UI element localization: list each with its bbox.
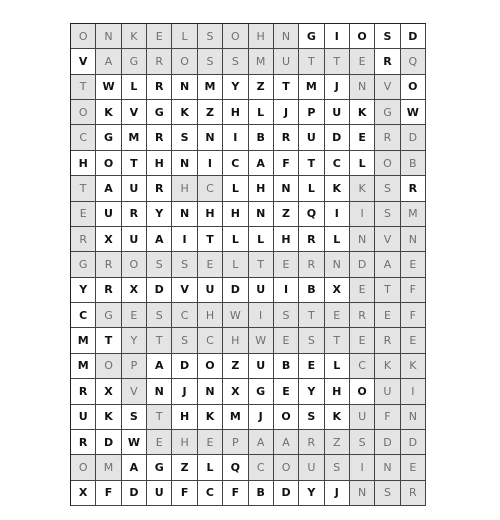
grid-cell[interactable]: K: [122, 24, 147, 49]
grid-cell[interactable]: E: [401, 328, 426, 353]
grid-cell[interactable]: W: [249, 328, 274, 353]
grid-cell[interactable]: L: [223, 227, 248, 252]
grid-cell[interactable]: L: [172, 24, 197, 49]
grid-cell[interactable]: D: [274, 481, 299, 506]
grid-cell[interactable]: A: [147, 354, 172, 379]
grid-cell[interactable]: D: [122, 481, 147, 506]
grid-cell[interactable]: D: [401, 430, 426, 455]
grid-cell[interactable]: R: [71, 227, 96, 252]
grid-cell[interactable]: P: [223, 430, 248, 455]
grid-cell[interactable]: X: [96, 227, 121, 252]
grid-cell[interactable]: B: [299, 278, 324, 303]
grid-cell[interactable]: E: [350, 125, 375, 150]
grid-cell[interactable]: N: [375, 455, 400, 480]
grid-cell[interactable]: Z: [274, 202, 299, 227]
grid-cell[interactable]: D: [147, 278, 172, 303]
grid-cell[interactable]: W: [96, 75, 121, 100]
grid-cell[interactable]: W: [223, 303, 248, 328]
grid-cell[interactable]: H: [198, 303, 223, 328]
grid-cell[interactable]: R: [147, 49, 172, 74]
grid-cell[interactable]: E: [350, 328, 375, 353]
grid-cell[interactable]: L: [223, 176, 248, 201]
grid-cell[interactable]: T: [96, 328, 121, 353]
grid-cell[interactable]: G: [96, 303, 121, 328]
grid-cell[interactable]: K: [375, 354, 400, 379]
grid-cell[interactable]: E: [122, 303, 147, 328]
grid-cell[interactable]: O: [223, 24, 248, 49]
grid-cell[interactable]: L: [299, 176, 324, 201]
grid-cell[interactable]: G: [96, 125, 121, 150]
grid-cell[interactable]: Q: [401, 49, 426, 74]
grid-cell[interactable]: E: [350, 49, 375, 74]
grid-cell[interactable]: U: [249, 278, 274, 303]
grid-cell[interactable]: G: [147, 100, 172, 125]
grid-cell[interactable]: M: [401, 202, 426, 227]
grid-cell[interactable]: C: [71, 125, 96, 150]
grid-cell[interactable]: Y: [71, 278, 96, 303]
grid-cell[interactable]: Y: [147, 202, 172, 227]
grid-cell[interactable]: N: [172, 75, 197, 100]
grid-cell[interactable]: A: [147, 227, 172, 252]
grid-cell[interactable]: E: [325, 303, 350, 328]
grid-cell[interactable]: R: [147, 176, 172, 201]
grid-cell[interactable]: I: [325, 24, 350, 49]
grid-cell[interactable]: H: [147, 151, 172, 176]
grid-cell[interactable]: L: [325, 354, 350, 379]
grid-cell[interactable]: B: [249, 481, 274, 506]
grid-cell[interactable]: T: [299, 151, 324, 176]
grid-cell[interactable]: V: [375, 227, 400, 252]
grid-cell[interactable]: R: [375, 125, 400, 150]
grid-cell[interactable]: U: [325, 100, 350, 125]
grid-cell[interactable]: A: [249, 430, 274, 455]
grid-cell[interactable]: B: [274, 354, 299, 379]
grid-cell[interactable]: C: [350, 354, 375, 379]
grid-cell[interactable]: L: [325, 227, 350, 252]
grid-cell[interactable]: J: [325, 75, 350, 100]
grid-cell[interactable]: C: [198, 176, 223, 201]
grid-cell[interactable]: E: [401, 455, 426, 480]
grid-cell[interactable]: J: [172, 379, 197, 404]
grid-cell[interactable]: S: [325, 455, 350, 480]
grid-cell[interactable]: G: [375, 100, 400, 125]
grid-cell[interactable]: R: [299, 227, 324, 252]
grid-cell[interactable]: R: [299, 252, 324, 277]
grid-cell[interactable]: S: [198, 24, 223, 49]
grid-cell[interactable]: T: [147, 405, 172, 430]
grid-cell[interactable]: U: [299, 455, 324, 480]
word-search-grid: [70, 23, 426, 506]
grid-cell[interactable]: N: [249, 202, 274, 227]
grid-cell[interactable]: X: [71, 481, 96, 506]
grid-cell[interactable]: B: [401, 151, 426, 176]
grid-cell[interactable]: N: [350, 75, 375, 100]
grid-cell[interactable]: N: [198, 379, 223, 404]
grid-cell[interactable]: N: [274, 24, 299, 49]
grid-cell[interactable]: F: [172, 481, 197, 506]
grid-cell[interactable]: T: [198, 227, 223, 252]
grid-cell[interactable]: N: [96, 24, 121, 49]
grid-cell[interactable]: T: [325, 49, 350, 74]
grid-cell[interactable]: O: [96, 151, 121, 176]
grid-cell[interactable]: D: [172, 354, 197, 379]
grid-cell[interactable]: C: [172, 303, 197, 328]
grid-cell[interactable]: M: [299, 75, 324, 100]
grid-cell[interactable]: K: [350, 176, 375, 201]
grid-cell[interactable]: I: [198, 151, 223, 176]
grid-cell[interactable]: L: [122, 75, 147, 100]
grid-cell[interactable]: X: [96, 379, 121, 404]
grid-cell[interactable]: O: [71, 24, 96, 49]
grid-cell[interactable]: L: [249, 227, 274, 252]
grid-cell[interactable]: H: [223, 328, 248, 353]
grid-cell[interactable]: R: [96, 278, 121, 303]
grid-cell[interactable]: U: [274, 49, 299, 74]
grid-cell[interactable]: C: [325, 151, 350, 176]
grid-cell[interactable]: S: [198, 49, 223, 74]
grid-cell[interactable]: U: [122, 176, 147, 201]
grid-cell[interactable]: S: [172, 328, 197, 353]
grid-cell[interactable]: I: [274, 278, 299, 303]
grid-cell[interactable]: F: [96, 481, 121, 506]
grid-cell[interactable]: T: [147, 328, 172, 353]
grid-cell[interactable]: Q: [299, 202, 324, 227]
grid-cell[interactable]: V: [375, 75, 400, 100]
grid-cell[interactable]: N: [401, 405, 426, 430]
grid-cell[interactable]: W: [122, 430, 147, 455]
grid-cell[interactable]: I: [172, 227, 197, 252]
grid-cell[interactable]: O: [401, 75, 426, 100]
grid-cell[interactable]: O: [274, 405, 299, 430]
grid-cell[interactable]: D: [325, 125, 350, 150]
grid-cell[interactable]: R: [71, 430, 96, 455]
grid-cell[interactable]: S: [375, 202, 400, 227]
grid-cell[interactable]: E: [147, 24, 172, 49]
grid-cell[interactable]: A: [274, 430, 299, 455]
grid-cell[interactable]: V: [172, 278, 197, 303]
grid-cell[interactable]: D: [223, 278, 248, 303]
grid-cell[interactable]: S: [299, 405, 324, 430]
grid-cell[interactable]: W: [401, 100, 426, 125]
grid-cell[interactable]: E: [71, 202, 96, 227]
grid-cell[interactable]: Z: [172, 455, 197, 480]
grid-cell[interactable]: F: [375, 405, 400, 430]
grid-cell[interactable]: R: [401, 176, 426, 201]
grid-cell[interactable]: C: [198, 328, 223, 353]
grid-cell[interactable]: U: [350, 405, 375, 430]
grid-cell[interactable]: N: [274, 176, 299, 201]
grid-cell[interactable]: E: [274, 379, 299, 404]
grid-cell[interactable]: S: [375, 481, 400, 506]
grid-cell[interactable]: X: [122, 278, 147, 303]
grid-cell[interactable]: E: [375, 303, 400, 328]
grid-cell[interactable]: J: [325, 481, 350, 506]
grid-cell[interactable]: G: [249, 379, 274, 404]
grid-cell[interactable]: I: [223, 125, 248, 150]
grid-cell[interactable]: T: [71, 176, 96, 201]
grid-cell[interactable]: M: [96, 455, 121, 480]
grid-cell[interactable]: C: [71, 303, 96, 328]
grid-cell[interactable]: O: [198, 354, 223, 379]
grid-cell[interactable]: T: [299, 303, 324, 328]
grid-cell[interactable]: E: [274, 252, 299, 277]
grid-cell[interactable]: A: [249, 151, 274, 176]
grid-cell[interactable]: R: [147, 125, 172, 150]
grid-cell[interactable]: J: [274, 100, 299, 125]
grid-cell[interactable]: E: [198, 252, 223, 277]
grid-cell[interactable]: S: [375, 176, 400, 201]
grid-cell[interactable]: K: [172, 100, 197, 125]
grid-cell[interactable]: F: [401, 278, 426, 303]
grid-cell[interactable]: H: [172, 405, 197, 430]
grid-cell[interactable]: I: [350, 202, 375, 227]
grid-cell[interactable]: E: [274, 328, 299, 353]
grid-cell[interactable]: E: [401, 252, 426, 277]
grid-cell[interactable]: O: [350, 379, 375, 404]
grid-cell[interactable]: H: [274, 227, 299, 252]
grid-cell[interactable]: A: [96, 176, 121, 201]
grid-cell[interactable]: N: [401, 227, 426, 252]
grid-cell[interactable]: H: [325, 379, 350, 404]
grid-cell[interactable]: T: [71, 75, 96, 100]
grid-cell[interactable]: I: [249, 303, 274, 328]
grid-cell[interactable]: C: [223, 151, 248, 176]
grid-cell[interactable]: M: [223, 405, 248, 430]
grid-cell[interactable]: G: [71, 252, 96, 277]
grid-cell[interactable]: N: [172, 151, 197, 176]
grid-cell[interactable]: T: [325, 328, 350, 353]
grid-cell[interactable]: S: [172, 252, 197, 277]
grid-cell[interactable]: K: [325, 176, 350, 201]
grid-cell[interactable]: Z: [198, 100, 223, 125]
grid-cell[interactable]: P: [122, 354, 147, 379]
grid-cell[interactable]: R: [299, 430, 324, 455]
grid-cell[interactable]: S: [223, 49, 248, 74]
grid-cell[interactable]: M: [71, 328, 96, 353]
grid-cell[interactable]: S: [147, 252, 172, 277]
grid-cell[interactable]: U: [299, 125, 324, 150]
grid-cell[interactable]: N: [350, 227, 375, 252]
grid-cell[interactable]: B: [249, 125, 274, 150]
grid-cell[interactable]: A: [122, 455, 147, 480]
grid-cell[interactable]: E: [147, 430, 172, 455]
grid-cell[interactable]: N: [325, 252, 350, 277]
grid-cell[interactable]: T: [299, 49, 324, 74]
grid-cell[interactable]: H: [249, 24, 274, 49]
grid-cell[interactable]: V: [122, 379, 147, 404]
grid-cell[interactable]: Z: [249, 75, 274, 100]
grid-cell[interactable]: H: [198, 202, 223, 227]
grid-cell[interactable]: U: [375, 379, 400, 404]
grid-cell[interactable]: K: [350, 100, 375, 125]
grid-cell[interactable]: R: [147, 75, 172, 100]
grid-cell[interactable]: H: [223, 100, 248, 125]
grid-cell[interactable]: S: [122, 405, 147, 430]
grid-cell[interactable]: R: [274, 125, 299, 150]
grid-cell[interactable]: S: [172, 125, 197, 150]
grid-cell[interactable]: N: [198, 125, 223, 150]
grid-cell[interactable]: G: [122, 49, 147, 74]
grid-cell[interactable]: O: [96, 354, 121, 379]
grid-cell[interactable]: I: [350, 455, 375, 480]
grid-cell[interactable]: Y: [299, 481, 324, 506]
grid-cell[interactable]: O: [122, 252, 147, 277]
grid-cell[interactable]: O: [375, 151, 400, 176]
grid-cell[interactable]: U: [147, 481, 172, 506]
grid-cell[interactable]: P: [299, 100, 324, 125]
grid-cell[interactable]: M: [71, 354, 96, 379]
grid-cell[interactable]: L: [198, 455, 223, 480]
grid-cell[interactable]: Y: [223, 75, 248, 100]
grid-cell[interactable]: N: [147, 379, 172, 404]
grid-cell[interactable]: O: [350, 24, 375, 49]
grid-cell[interactable]: R: [350, 303, 375, 328]
grid-cell[interactable]: M: [198, 75, 223, 100]
grid-cell[interactable]: S: [274, 303, 299, 328]
grid-cell[interactable]: U: [71, 405, 96, 430]
grid-cell[interactable]: X: [223, 379, 248, 404]
grid-cell[interactable]: E: [299, 354, 324, 379]
grid-cell[interactable]: H: [71, 151, 96, 176]
grid-cell[interactable]: R: [122, 202, 147, 227]
grid-cell[interactable]: K: [401, 354, 426, 379]
grid-cell[interactable]: K: [96, 100, 121, 125]
grid-cell[interactable]: F: [223, 481, 248, 506]
grid-cell[interactable]: U: [122, 227, 147, 252]
grid-cell[interactable]: D: [350, 252, 375, 277]
grid-cell[interactable]: I: [401, 379, 426, 404]
grid-cell[interactable]: T: [375, 278, 400, 303]
grid-cell[interactable]: A: [96, 49, 121, 74]
grid-cell[interactable]: N: [172, 202, 197, 227]
grid-cell[interactable]: Y: [122, 328, 147, 353]
grid-cell[interactable]: H: [249, 176, 274, 201]
grid-cell[interactable]: H: [223, 202, 248, 227]
grid-cell[interactable]: E: [198, 430, 223, 455]
grid-cell[interactable]: V: [122, 100, 147, 125]
grid-cell[interactable]: J: [249, 405, 274, 430]
grid-cell[interactable]: S: [375, 24, 400, 49]
grid-cell[interactable]: V: [71, 49, 96, 74]
grid-cell[interactable]: O: [71, 455, 96, 480]
grid-cell[interactable]: L: [350, 151, 375, 176]
grid-cell[interactable]: X: [325, 278, 350, 303]
grid-cell[interactable]: L: [249, 100, 274, 125]
grid-cell[interactable]: I: [325, 202, 350, 227]
grid-cell[interactable]: R: [71, 379, 96, 404]
grid-cell[interactable]: S: [350, 430, 375, 455]
grid-cell[interactable]: Y: [299, 379, 324, 404]
grid-cell[interactable]: F: [401, 303, 426, 328]
grid-cell[interactable]: C: [249, 455, 274, 480]
grid-cell[interactable]: M: [122, 125, 147, 150]
grid-cell[interactable]: G: [147, 455, 172, 480]
grid-cell[interactable]: D: [96, 430, 121, 455]
grid-cell[interactable]: T: [274, 75, 299, 100]
grid-cell[interactable]: K: [198, 405, 223, 430]
grid-cell[interactable]: R: [96, 252, 121, 277]
grid-cell[interactable]: T: [249, 252, 274, 277]
grid-cell[interactable]: H: [172, 176, 197, 201]
grid-cell[interactable]: D: [401, 24, 426, 49]
grid-cell[interactable]: U: [198, 278, 223, 303]
grid-cell[interactable]: Q: [223, 455, 248, 480]
grid-cell[interactable]: U: [96, 202, 121, 227]
grid-cell[interactable]: D: [375, 430, 400, 455]
grid-cell[interactable]: R: [401, 481, 426, 506]
grid-cell[interactable]: M: [249, 49, 274, 74]
grid-cell[interactable]: S: [147, 303, 172, 328]
grid-cell[interactable]: C: [198, 481, 223, 506]
grid-cell[interactable]: O: [172, 49, 197, 74]
grid-cell[interactable]: N: [350, 481, 375, 506]
grid-cell[interactable]: F: [274, 151, 299, 176]
grid-cell[interactable]: S: [299, 328, 324, 353]
grid-cell[interactable]: T: [122, 151, 147, 176]
grid-cell[interactable]: R: [375, 49, 400, 74]
grid-cell[interactable]: G: [299, 24, 324, 49]
grid-cell[interactable]: D: [401, 125, 426, 150]
grid-cell[interactable]: O: [71, 100, 96, 125]
grid-cell[interactable]: E: [350, 278, 375, 303]
grid-cell[interactable]: Z: [325, 430, 350, 455]
grid-cell[interactable]: K: [96, 405, 121, 430]
grid-cell[interactable]: O: [274, 455, 299, 480]
grid-cell[interactable]: Z: [223, 354, 248, 379]
grid-cell[interactable]: R: [375, 328, 400, 353]
grid-cell[interactable]: H: [172, 430, 197, 455]
grid-cell[interactable]: U: [249, 354, 274, 379]
grid-cell[interactable]: K: [325, 405, 350, 430]
grid-cell[interactable]: A: [375, 252, 400, 277]
grid-cell[interactable]: L: [223, 252, 248, 277]
